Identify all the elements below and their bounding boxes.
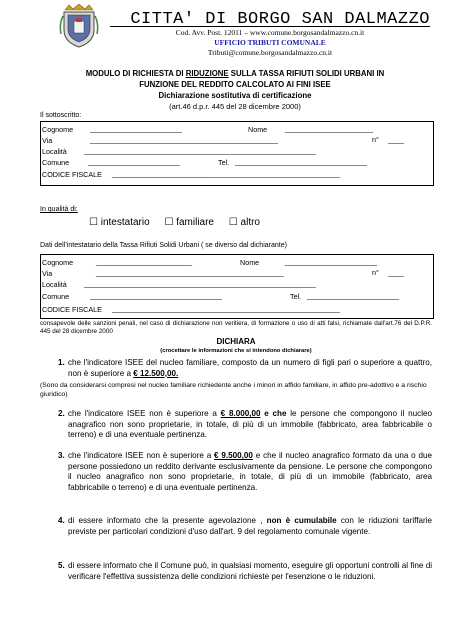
form-heading-line4: (art.46 d.p.r. 445 del 28 dicembre 2000) [169,102,301,111]
codice-fiscale-field[interactable]: _________________________________________________________ [112,169,340,178]
dichiara-heading: DICHIARA [216,337,256,346]
intestatario-checkbox[interactable]: ☐ [89,217,98,228]
localita-field[interactable]: __________________________________________________________ [84,146,316,155]
item-4-text: di essere informato che la presente agevolazione , non è cumulabile con le riduzioni tariffarie previste per particolari condizioni d'uso dall'art. 9 del regolamento comunale vigente. [68,516,432,536]
municipal-crest-icon [59,4,99,48]
nome-field[interactable]: ______________________ [285,124,373,133]
item-1-text: che l'indicatore ISEE del nucleo familiare, composto da un numero di figli pari o superiore a quattro, non è superiore a € 12.500,00. [68,358,432,378]
holder-tel-label: Tel. [290,292,302,301]
tel-label: Tel. [218,158,230,167]
item-4-number[interactable]: 4. [58,516,65,525]
qualita-label: In qualità di: [40,206,78,213]
office-name: UFFICIO TRIBUTI COMUNALE [214,38,326,47]
tel-field[interactable]: _________________________________ [235,157,367,166]
cognome-field[interactable]: _______________________ [90,124,182,133]
form-heading-line2: FUNZIONE DEL REDDITO CALCOLATO AI FINI ISEE [139,80,331,89]
holder-comune-label: Comune [42,292,70,301]
city-title: CITTA' DI BORGO SAN DALMAZZO [130,10,430,29]
form-heading-line1: MODULO DI RICHIESTA DI RIDUZIONE SULLA TASSA RIFIUTI SOLIDI URBANI IN [85,69,385,78]
civic-number-field[interactable]: ____ [388,135,404,144]
familiare-checkbox[interactable]: ☐ [164,217,174,228]
via-field[interactable]: _______________________________________________ [90,135,278,144]
office-email: Tributi@comune.borgosandalmazzo.cn.it [207,48,333,57]
role-options [89,217,260,228]
item-5-number[interactable]: 5. [58,561,65,570]
comune-field[interactable]: _______________________ [88,157,180,166]
localita-label: Località [42,147,67,156]
codice-fiscale-label: CODICE FISCALE [42,170,102,179]
form-heading-line3: Dichiarazione sostitutiva di certificazione [158,91,312,100]
holder-localita-field[interactable]: __________________________________________________________ [84,279,316,288]
civic-number-label: n° [372,135,379,144]
familiare-label: familiare [176,217,214,228]
holder-via-field[interactable]: _______________________________________________ [96,268,284,277]
item-5-text: di essere informato che il Comune può, in qualsiasi momento, eseguire gli opportuni controlli al fine di verificare l'effettiva sussistenza delle condizioni richieste per l'esenzione o le riduzioni. [68,561,432,581]
intestatario-data-label: Dati dell’intestatario della Tassa Rifiuti Solidi Urbani ( se diverso dal dichiarante) [40,242,287,249]
holder-civic-number-field[interactable]: ____ [388,268,404,277]
holder-codice-fiscale-field[interactable]: _________________________________________________________ [112,304,340,313]
altro-checkbox[interactable]: ☐ [228,217,238,228]
holder-civic-number-label: n° [372,268,379,277]
holder-codice-fiscale-label: CODICE FISCALE [42,305,102,314]
holder-cognome-field[interactable]: ________________________ [96,257,192,266]
header-rule [110,26,430,27]
item-2-text: che l'indicatore ISEE non è superiore a € 8.000,00 e che le persone che compongono il nucleo anagrafico non sono proprietarie, in totale, di più di un immobile (fabbricato, area fabbricabile o terreno) e di una eventuale pertinenza. [68,409,432,440]
item-3-text: che l'indicatore ISEE non è superiore a € 9.500,00 e che il nucleo anagrafico formato da una o due persone possiedono un reddito derivante esclusivamente da pensione. Le persone che compongono il nucleo anagrafico non sono proprietarie, in totale, di più di un immobile (fabbricato, area fabbricabile o terreno) e di una eventuale pertinenza. [68,451,433,492]
holder-nome-label: Nome [240,258,260,267]
holder-comune-field[interactable]: _________________________________ [90,291,222,300]
nome-label: Nome [248,125,268,134]
comune-label: Comune [42,158,70,167]
legal-awareness-text: consapevole delle sanzioni penali, nel caso di dichiarazione non veritiera, di formazione o uso di atti falsi, richiamate dall'art.76 del D.P.R. 445 del 28 dicembre 2000 [40,320,432,335]
item-1-number[interactable]: 1. [58,358,65,367]
item-3-number[interactable]: 3. [58,451,65,460]
item-2-number[interactable]: 2. [58,409,65,418]
intestatario-label: intestatario [100,217,150,228]
altro-label: altro [240,217,260,228]
holder-cognome-label: Cognome [42,258,74,267]
holder-localita-label: Località [42,280,67,289]
item-1-note: (Sono da considerarsi compresi nel nucleo familiare richiedente anche i minori in affido familiare, in affido pre-adottivo e a rischio giuridico) [40,382,427,398]
via-label: Via [42,136,53,145]
cognome-label: Cognome [42,125,74,134]
holder-via-label: Via [42,269,53,278]
holder-tel-field[interactable]: _______________________ [307,291,399,300]
holder-nome-field[interactable]: _______________________ [285,257,377,266]
sottoscritto-label: Il sottoscritto: [40,112,82,119]
dichiara-note: (crocettare le informazioni che si intendono dichiarare) [160,348,312,354]
postal-address: Cod. Avv. Post. 12011 – www.comune.borgosandalmazzo.cn.it [175,28,365,37]
